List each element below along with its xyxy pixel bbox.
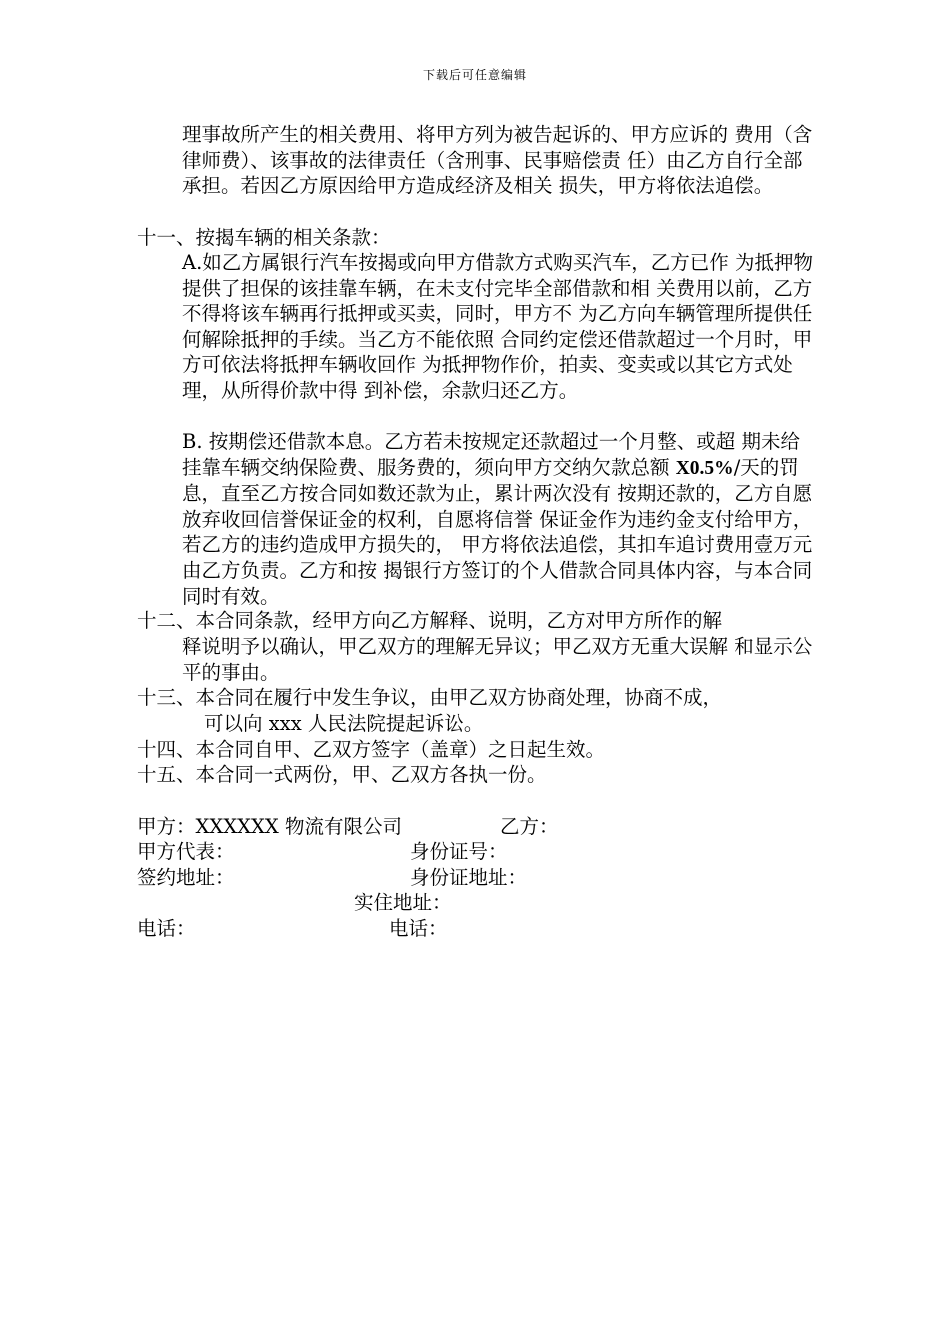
party-a-representative: 甲方代表： <box>137 840 235 863</box>
clause-b-line: 期未给挂靠车辆交纳保险费、服务费的，须向甲方交纳欠款总额 <box>182 430 800 479</box>
clause-a-line: 为乙方向车辆管理所提供任何解除抵押的手续。当乙方不能依照 <box>182 302 813 351</box>
clause-a-line: 为抵押物作价，拍卖、变卖或以其它方式处理，从所得价款中得 <box>182 353 793 402</box>
paragraph-line: 费用（含律师费）、该事故的法律责任（含刑事、民事赔偿责 <box>182 123 813 172</box>
section-11-clause-b <box>182 429 814 609</box>
section-13-line-1: 十三、本合同在履行中发生争议，由甲乙双方协商处理，协商不成， <box>137 686 723 709</box>
section-13-line-2: 可以向 xxx 人民法院提起诉讼。 <box>204 712 484 735</box>
clause-a-line: 为抵押物提供了担保的该挂靠车辆，在未支付完毕全部借款和相 <box>182 251 813 300</box>
party-a-phone: 电话： <box>137 917 196 940</box>
clause-b-text: /天的罚息，直至乙方按合同如数还款为止，累计两次没有 <box>182 455 799 506</box>
clause-a-line: 合同约定偿还借款超过一个月时，甲方可依法将抵押车辆收回作 <box>182 327 813 377</box>
section-11-title: 十一、按揭车辆的相关条款： <box>137 226 391 249</box>
paragraph-line: 损失，甲方将依法追偿。 <box>558 174 774 198</box>
continued-paragraph <box>182 122 814 199</box>
clause-b-line: 揭银行方签订的个人借款合同具体内容，与本合同同时有效。 <box>182 558 813 608</box>
party-a-signing-address: 签约地址： <box>137 866 235 889</box>
clause-b-line: 甲方将依法追偿，其扣车追讨费用壹万元由乙方负责。乙方和按 <box>182 533 813 582</box>
section-12-line: 释说明予以确认，甲乙双方的理解无异议；甲乙双方无重大误解 <box>182 635 729 658</box>
clause-b-line: 按期还款的，乙方自愿放弃收回信誉保证金的权利，自愿将信誉 <box>182 482 813 531</box>
party-b-name: 乙方： <box>500 815 559 838</box>
section-12-line-1: 十二、本合同条款，经甲方向乙方解释、说明，乙方对甲方所作的解 <box>137 609 723 632</box>
clause-a-line: 关费用以前，乙方不得将该车辆再行抵押或买卖，同时，甲方不 <box>182 276 813 326</box>
paragraph-line: 任）由乙方自行全部承担。若因乙方原因给甲方造成经济及相关 <box>182 148 803 198</box>
clause-b-line: 保证金作为违约金支付给甲方，若乙方的违约造成甲方损失的， <box>182 507 813 557</box>
page-header-note: 下载后可任意编辑 <box>422 68 527 82</box>
penalty-rate: X0.5% <box>675 457 734 479</box>
section-14: 十四、本合同自甲、乙双方签字（盖章）之日起生效。 <box>137 738 606 761</box>
party-b-phone: 电话： <box>389 917 448 940</box>
party-b-id-number: 身份证号： <box>410 840 508 863</box>
section-11-clause-a <box>182 250 814 404</box>
section-12-cont <box>182 634 814 685</box>
section-15: 十五、本合同一式两份，甲、乙双方各执一份。 <box>137 763 547 786</box>
clause-b-line: B. 按期偿还借款本息。乙方若未按规定还款超过一个月整、或超 <box>182 430 736 453</box>
party-b-residence-address: 实住地址： <box>354 891 452 914</box>
clause-a-line: 到补偿，余款归还乙方。 <box>363 378 579 402</box>
section-12-line: 和显示公平的事由。 <box>182 635 813 684</box>
paragraph-line: 理事故所产生的相关费用、将甲方列为被告起诉的、甲方应诉的 <box>182 123 729 146</box>
party-b-id-address: 身份证地址： <box>410 866 528 889</box>
clause-a-line: A.如乙方属银行汽车按揭或向甲方借款方式购买汽车，乙方已作 <box>182 251 729 274</box>
party-a-name: 甲方：XXXXXX 物流有限公司 <box>137 815 402 838</box>
